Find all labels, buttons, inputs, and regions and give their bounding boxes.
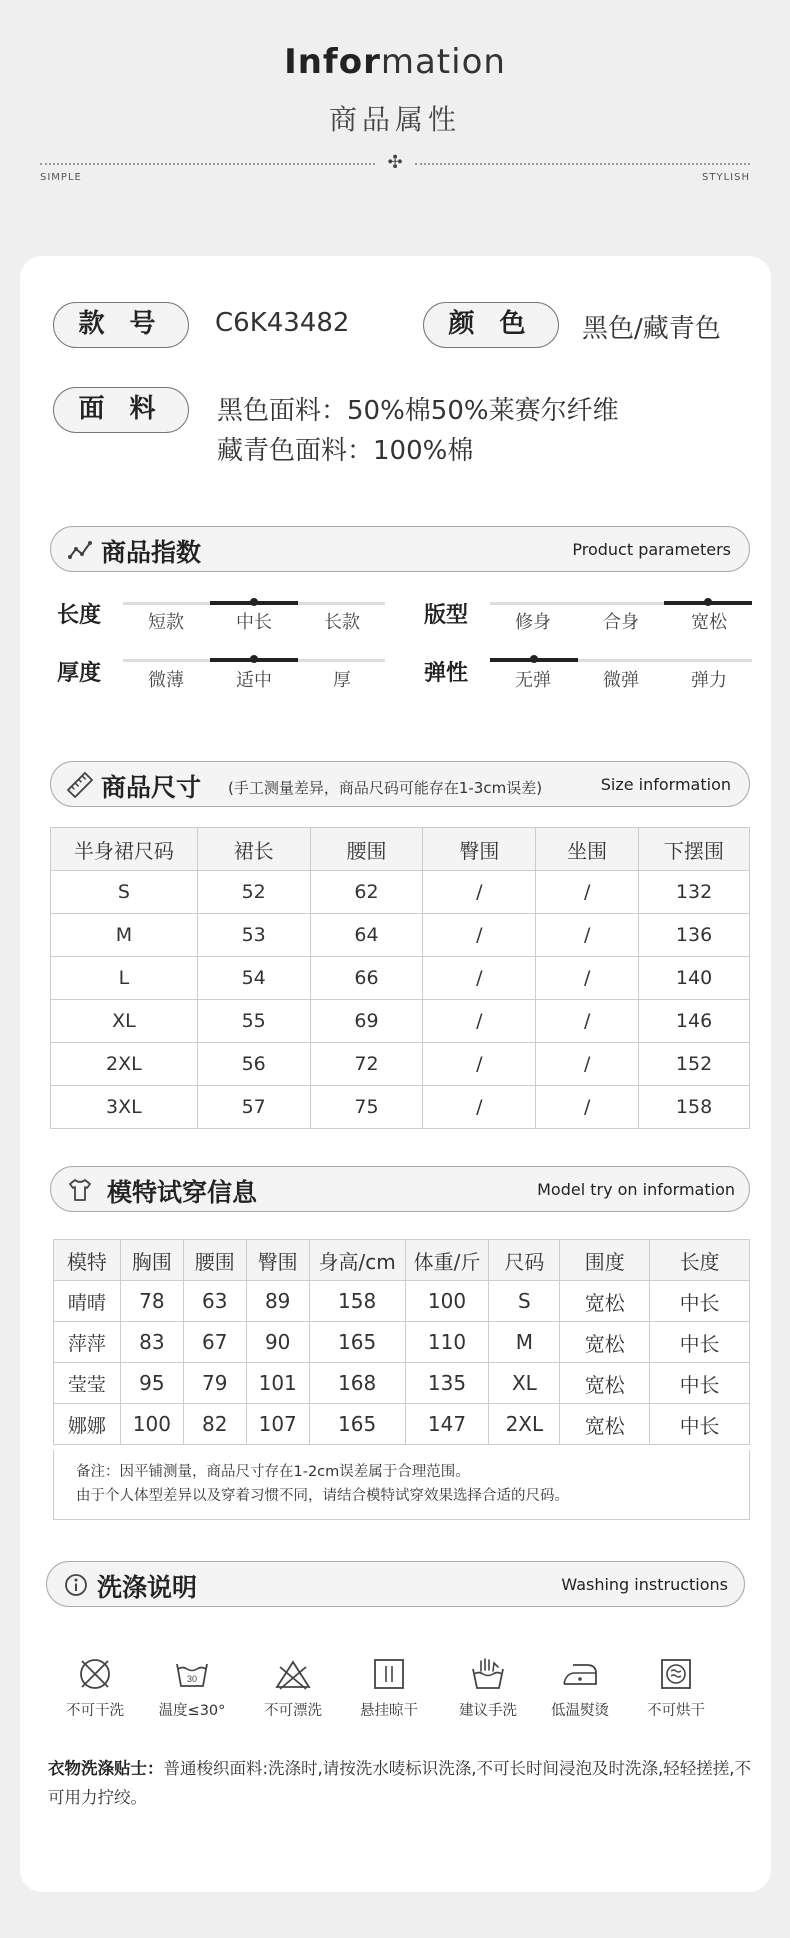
no-bleach-icon <box>274 1655 312 1693</box>
table-cell: 2XL <box>489 1404 560 1445</box>
tshirt-icon <box>67 1177 93 1203</box>
table-cell: 100 <box>120 1404 183 1445</box>
wash-item-hand-wash <box>443 1655 533 1720</box>
model-remark <box>53 1450 750 1520</box>
section-en: Washing instructions <box>561 1575 728 1594</box>
wash-label: 不可漂洗 <box>264 1703 322 1719</box>
col-header: 模特 <box>54 1240 121 1281</box>
index-option: 合身 <box>603 612 639 633</box>
table-cell: 62 <box>310 871 423 914</box>
model-row <box>54 1404 750 1445</box>
size-row <box>51 1000 750 1043</box>
table-cell: 90 <box>246 1322 309 1363</box>
table-cell: / <box>423 957 536 1000</box>
wash-30-icon <box>173 1655 211 1693</box>
table-cell: / <box>536 871 639 914</box>
wash-label: 悬挂晾干 <box>360 1703 418 1719</box>
section-washing <box>46 1561 745 1607</box>
wash-item-wash-30 <box>147 1655 237 1720</box>
index-option: 短款 <box>148 612 184 633</box>
col-header: 下摆围 <box>639 828 750 871</box>
table-cell: / <box>423 1000 536 1043</box>
index-option: 无弹 <box>515 670 551 691</box>
tips-label: 衣物洗涤贴士： <box>48 1759 164 1778</box>
table-cell: 78 <box>120 1281 183 1322</box>
table-cell: 132 <box>639 871 750 914</box>
table-cell: 146 <box>639 1000 750 1043</box>
wash-tips <box>48 1754 758 1812</box>
index-option: 宽松 <box>691 612 727 633</box>
table-cell: 140 <box>639 957 750 1000</box>
index-track-length <box>123 602 385 605</box>
table-cell: 168 <box>309 1363 405 1404</box>
size-table <box>50 827 750 1129</box>
table-cell: 3XL <box>51 1086 198 1129</box>
index-option: 长款 <box>324 612 360 633</box>
index-track-thickness <box>123 659 385 662</box>
table-cell: XL <box>489 1363 560 1404</box>
wash-label: 低温熨烫 <box>551 1703 609 1719</box>
wash-temp-badge: 30 <box>186 1674 198 1684</box>
remark-line-2: 由于个人体型差异以及穿着习惯不同，请结合模特试穿效果选择合适的尺码。 <box>76 1488 569 1504</box>
ruler-icon <box>67 772 93 798</box>
model-row <box>54 1363 750 1404</box>
wash-label: 不可烘干 <box>647 1703 705 1719</box>
table-cell: 89 <box>246 1281 309 1322</box>
table-cell: 中长 <box>650 1363 750 1404</box>
table-cell: 晴晴 <box>54 1281 121 1322</box>
table-cell: 54 <box>197 957 310 1000</box>
table-cell: / <box>536 1086 639 1129</box>
table-cell: / <box>423 914 536 957</box>
wash-label: 建议手洗 <box>459 1703 517 1719</box>
table-cell: 165 <box>309 1404 405 1445</box>
tips-text: 普通梭织面料:洗涤时,请按洗水唛标识洗涤,不可长时间浸泡及时洗涤,轻轻搓搓,不可用力拧绞。 <box>48 1759 752 1807</box>
fabric-line-2: 藏青色面料：100%棉 <box>217 436 474 466</box>
index-label-elasticity: 弹性 <box>424 661 469 686</box>
table-cell: 152 <box>639 1043 750 1086</box>
table-cell: / <box>423 871 536 914</box>
table-cell: 147 <box>405 1404 489 1445</box>
index-option: 修身 <box>515 612 551 633</box>
section-title: 商品尺寸 <box>101 773 202 802</box>
wash-label: 温度≤30° <box>158 1703 226 1719</box>
size-row <box>51 1086 750 1129</box>
table-cell: 95 <box>120 1363 183 1404</box>
wash-item-no-dry-clean <box>50 1655 140 1720</box>
table-cell: 52 <box>197 871 310 914</box>
index-track-elasticity <box>490 659 752 662</box>
hand-wash-icon <box>469 1655 507 1693</box>
col-header: 围度 <box>560 1240 650 1281</box>
table-cell: 158 <box>639 1086 750 1129</box>
header-subtitle: 商品属性 <box>328 103 461 136</box>
table-cell: 107 <box>246 1404 309 1445</box>
wash-item-no-tumble-dry <box>631 1655 721 1720</box>
size-row <box>51 957 750 1000</box>
table-cell: M <box>51 914 198 957</box>
table-cell: 娜娜 <box>54 1404 121 1445</box>
no-dry-clean-icon <box>76 1655 114 1693</box>
table-cell: 64 <box>310 914 423 957</box>
wash-label: 不可干洗 <box>66 1703 124 1719</box>
table-cell: 110 <box>405 1322 489 1363</box>
table-cell: 158 <box>309 1281 405 1322</box>
table-cell: L <box>51 957 198 1000</box>
section-title: 模特试穿信息 <box>107 1178 258 1207</box>
section-size <box>50 761 750 807</box>
table-cell: 83 <box>120 1322 183 1363</box>
col-header: 腰围 <box>310 828 423 871</box>
col-header: 腰围 <box>183 1240 246 1281</box>
hang-dry-icon <box>370 1655 408 1693</box>
index-option: 厚 <box>333 670 351 691</box>
index-option: 微薄 <box>148 670 184 691</box>
table-cell: 75 <box>310 1086 423 1129</box>
table-cell: 53 <box>197 914 310 957</box>
low-iron-icon <box>561 1655 599 1693</box>
wash-item-low-iron <box>535 1655 625 1720</box>
col-header: 胸围 <box>120 1240 183 1281</box>
table-cell: 中长 <box>650 1322 750 1363</box>
no-tumble-dry-icon <box>657 1655 695 1693</box>
table-cell: M <box>489 1322 560 1363</box>
table-cell: / <box>423 1086 536 1129</box>
table-cell: S <box>489 1281 560 1322</box>
remark-line-1: 备注：因平铺测量，商品尺寸存在1-2cm误差属于合理范围。 <box>76 1464 470 1480</box>
col-header: 臀围 <box>246 1240 309 1281</box>
table-cell: 57 <box>197 1086 310 1129</box>
model-row <box>54 1322 750 1363</box>
cross-ornament-icon: ✣ <box>387 152 403 173</box>
wash-item-no-bleach <box>248 1655 338 1720</box>
index-label-fit: 版型 <box>424 603 469 628</box>
wash-item-hang-dry <box>344 1655 434 1720</box>
trend-icon <box>67 537 93 563</box>
index-label-length: 长度 <box>57 603 102 628</box>
col-header: 裙长 <box>197 828 310 871</box>
size-row <box>51 1043 750 1086</box>
table-cell: 69 <box>310 1000 423 1043</box>
divider-right <box>415 163 750 165</box>
col-header: 长度 <box>650 1240 750 1281</box>
table-cell: XL <box>51 1000 198 1043</box>
table-cell: S <box>51 871 198 914</box>
table-cell: 56 <box>197 1043 310 1086</box>
table-cell: 135 <box>405 1363 489 1404</box>
table-cell: 100 <box>405 1281 489 1322</box>
section-title: 商品指数 <box>101 538 202 567</box>
tag-simple: SIMPLE <box>40 172 82 183</box>
table-cell: 82 <box>183 1404 246 1445</box>
table-cell: 79 <box>183 1363 246 1404</box>
table-cell: 63 <box>183 1281 246 1322</box>
model-table <box>53 1239 750 1445</box>
table-cell: / <box>536 914 639 957</box>
index-label-thickness: 厚度 <box>57 661 102 686</box>
fabric-label: 面 料 <box>53 387 189 433</box>
style-no-value: C6K43482 <box>215 308 350 338</box>
color-value: 黑色/藏青色 <box>582 314 721 344</box>
index-option: 适中 <box>236 670 272 691</box>
index-option: 微弹 <box>603 670 639 691</box>
col-header: 坐围 <box>536 828 639 871</box>
section-en: Model try on information <box>537 1180 735 1199</box>
section-product-index <box>50 526 750 572</box>
table-cell: 宽松 <box>560 1363 650 1404</box>
info-icon <box>63 1572 89 1598</box>
fabric-line-1: 黑色面料：50%棉50%莱赛尔纤维 <box>217 396 619 426</box>
table-cell: 55 <box>197 1000 310 1043</box>
col-header: 臀围 <box>423 828 536 871</box>
section-en: Product parameters <box>572 540 731 559</box>
table-cell: 165 <box>309 1322 405 1363</box>
table-cell: 宽松 <box>560 1281 650 1322</box>
section-model <box>50 1166 750 1212</box>
table-cell: 宽松 <box>560 1322 650 1363</box>
size-table-header <box>51 828 750 871</box>
section-en: Size information <box>600 775 731 794</box>
table-cell: 66 <box>310 957 423 1000</box>
col-header: 半身裙尺码 <box>51 828 198 871</box>
table-cell: / <box>423 1043 536 1086</box>
table-cell: / <box>536 957 639 1000</box>
table-cell: / <box>536 1043 639 1086</box>
header-title: Information <box>284 42 506 82</box>
table-cell: 莹莹 <box>54 1363 121 1404</box>
table-cell: 101 <box>246 1363 309 1404</box>
table-cell: 72 <box>310 1043 423 1086</box>
style-no-label: 款 号 <box>53 302 189 348</box>
tag-stylish: STYLISH <box>702 172 750 183</box>
table-cell: 2XL <box>51 1043 198 1086</box>
model-row <box>54 1281 750 1322</box>
index-track-fit <box>490 602 752 605</box>
table-cell: 中长 <box>650 1281 750 1322</box>
col-header: 身高/cm <box>309 1240 405 1281</box>
index-option: 弹力 <box>691 670 727 691</box>
color-label: 颜 色 <box>423 302 559 348</box>
divider-left <box>40 163 375 165</box>
model-table-header <box>54 1240 750 1281</box>
table-cell: 67 <box>183 1322 246 1363</box>
table-cell: 136 <box>639 914 750 957</box>
table-cell: 宽松 <box>560 1404 650 1445</box>
index-option: 中长 <box>236 612 272 633</box>
table-cell: / <box>536 1000 639 1043</box>
size-row <box>51 871 750 914</box>
section-title: 洗涤说明 <box>97 1573 198 1602</box>
size-note: (手工测量差异，商品尺码可能存在1-3cm误差) <box>228 779 543 797</box>
col-header: 尺码 <box>489 1240 560 1281</box>
table-cell: 萍萍 <box>54 1322 121 1363</box>
size-row <box>51 914 750 957</box>
table-cell: 中长 <box>650 1404 750 1445</box>
col-header: 体重/斤 <box>405 1240 489 1281</box>
